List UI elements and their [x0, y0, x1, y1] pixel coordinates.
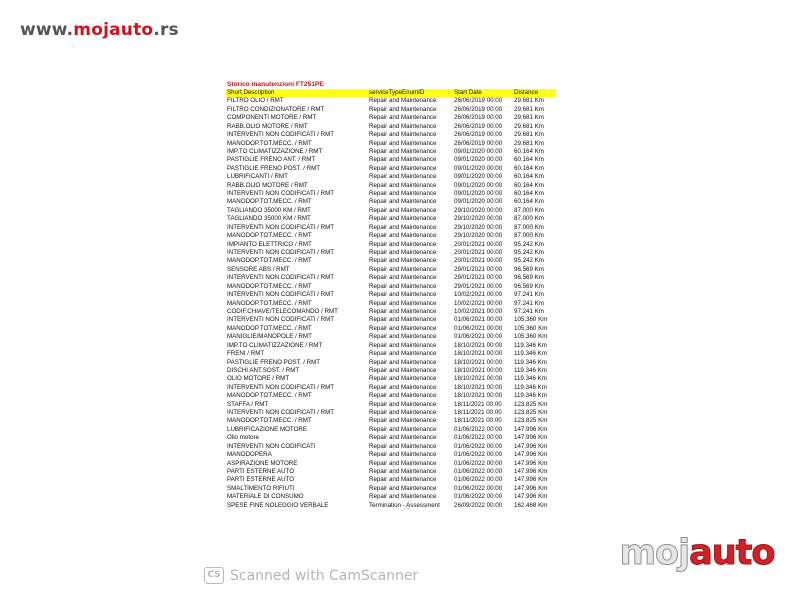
cell-short-description: LUBRIFICAZIONE MOTORE: [227, 425, 307, 433]
site-url-brand: mojauto: [73, 20, 154, 40]
cell-distance: 29.681 Km: [514, 114, 544, 122]
cell-distance: 147.996 Km: [514, 425, 548, 433]
cell-distance: 87.000 Km: [514, 223, 544, 231]
cell-short-description: MANODOP.TOT.MECC. / RMT: [227, 139, 312, 147]
cell-start-date: 26/09/2022 00:00: [454, 501, 503, 509]
camscanner-icon: CS: [204, 567, 224, 584]
cell-short-description: INTERVENTI NON CODIFICATI / RMT: [227, 190, 335, 198]
table-row: [226, 375, 556, 383]
cell-short-description: PASTIGLIE FRENO ANT. / RMT: [227, 156, 316, 164]
cell-short-description: MANODOP.TOT.MECC. / RMT: [227, 257, 312, 265]
cell-distance: 97.241 Km: [514, 291, 544, 299]
logo-part-moj: moj: [619, 533, 690, 573]
table-row: [226, 300, 556, 308]
cell-distance: 147.996 Km: [514, 459, 548, 467]
table-row: [226, 249, 556, 257]
cell-distance: 123.825 Km: [514, 417, 548, 425]
table-row: [226, 156, 556, 164]
cell-short-description: OLIO MOTORE / RMT: [227, 375, 290, 383]
cell-distance: 119.346 Km: [514, 358, 547, 366]
cell-service-type: Repair and Maintenance: [369, 400, 437, 408]
cell-start-date: 29/01/2021 00:00: [454, 274, 503, 282]
cell-short-description: RABB.OLIO MOTORE / RMT: [227, 122, 308, 130]
cell-service-type: Repair and Maintenance: [369, 131, 437, 139]
table-row: [226, 114, 556, 122]
cell-service-type: Repair and Maintenance: [369, 181, 437, 189]
cell-service-type: Repair and Maintenance: [369, 274, 437, 282]
cell-service-type: Repair and Maintenance: [369, 350, 437, 358]
cell-start-date: 20/01/2021 00:00: [454, 257, 503, 265]
cell-service-type: Repair and Maintenance: [369, 451, 437, 459]
table-row: [226, 493, 556, 501]
table-row: [226, 333, 556, 341]
cell-start-date: 01/06/2022 00:00: [454, 476, 503, 484]
cell-service-type: Repair and Maintenance: [369, 333, 437, 341]
cell-service-type: Repair and Maintenance: [369, 442, 437, 450]
cell-short-description: MANODOP.TOT.MECC. / RMT: [227, 417, 312, 425]
cell-short-description: FILTRO CONDIZIONATORE / RMT: [227, 105, 325, 113]
cell-distance: 147.996 Km: [514, 476, 548, 484]
table-row: [226, 434, 556, 442]
cell-service-type: Repair and Maintenance: [369, 190, 437, 198]
cell-short-description: INTERVENTI NON CODIFICATI / RMT: [227, 383, 335, 391]
cell-distance: 95.242 Km: [514, 249, 544, 257]
maintenance-table: [226, 89, 556, 510]
cell-start-date: 01/06/2022 00:00: [454, 459, 503, 467]
cell-distance: 29.681 Km: [514, 122, 544, 130]
cell-short-description: INTERVENTI NON CODIFICATI / RMT: [227, 249, 335, 257]
cell-start-date: 01/06/2021 00:00: [454, 333, 503, 341]
cell-distance: 60.164 Km: [514, 190, 544, 198]
cell-start-date: 18/10/2021 00:00: [454, 366, 503, 374]
cell-service-type: Repair and Maintenance: [369, 173, 437, 181]
cell-service-type: Repair and Maintenance: [369, 324, 437, 332]
cell-service-type: Repair and Maintenance: [369, 291, 437, 299]
table-row: [226, 140, 556, 148]
table-row: [226, 460, 556, 468]
table-row: [226, 502, 556, 510]
table-row: [226, 350, 556, 358]
table-row: [226, 190, 556, 198]
column-header-start-date: Start Date: [453, 89, 513, 97]
cell-distance: 147.996 Km: [514, 493, 548, 501]
table-row: [226, 384, 556, 392]
cell-start-date: 09/01/2020 00:00: [454, 164, 503, 172]
cell-service-type: Repair and Maintenance: [369, 147, 437, 155]
cell-service-type: Repair and Maintenance: [369, 249, 437, 257]
cell-distance: 96.569 Km: [514, 274, 544, 282]
camscanner-watermark: [204, 567, 418, 584]
cell-service-type: Repair and Maintenance: [369, 392, 437, 400]
cell-short-description: PASTIGLIE FRENO POST. / RMT: [227, 164, 321, 172]
table-row: [226, 123, 556, 131]
cell-distance: 95.242 Km: [514, 257, 544, 265]
table-row: [226, 359, 556, 367]
cell-service-type: Repair and Maintenance: [369, 257, 437, 265]
table-row: [226, 148, 556, 156]
cell-service-type: Repair and Maintenance: [369, 467, 437, 475]
cell-short-description: PASTIGLIE FRENO POST. / RMT: [227, 358, 321, 366]
table-row: [226, 106, 556, 114]
table-row: [226, 325, 556, 333]
cell-short-description: FILTRO OLIO / RMT: [227, 97, 284, 105]
cell-short-description: LUBRIFICANTI / RMT: [227, 173, 288, 181]
cell-service-type: Repair and Maintenance: [369, 299, 437, 307]
cell-distance: 60.164 Km: [514, 147, 544, 155]
cell-service-type: Repair and Maintenance: [369, 223, 437, 231]
cell-short-description: PARTI ESTERNE AUTO: [227, 467, 295, 475]
cell-start-date: 18/10/2021 00:00: [454, 375, 503, 383]
cell-distance: 96.569 Km: [514, 265, 544, 273]
cell-short-description: SENSORE ABS / RMT: [227, 265, 290, 273]
cell-service-type: Repair and Maintenance: [369, 105, 437, 113]
cell-start-date: 01/06/2022 00:00: [454, 425, 503, 433]
cell-service-type: Repair and Maintenance: [369, 240, 437, 248]
document-title: Storico manutenzioni FT251PE: [227, 81, 324, 88]
cell-start-date: 29/10/2020 00:00: [454, 223, 503, 231]
cell-distance: 95.242 Km: [514, 240, 544, 248]
cell-short-description: INTERVENTI NON CODIFICATI / RMT: [227, 409, 335, 417]
cell-distance: 29.681 Km: [514, 131, 544, 139]
cell-distance: 147.996 Km: [514, 467, 548, 475]
cell-start-date: 20/01/2021 00:00: [454, 249, 503, 257]
table-row: [226, 392, 556, 400]
table-row: [226, 266, 556, 274]
table-row: [226, 232, 556, 240]
cell-short-description: STAFFA / RMT: [227, 400, 269, 408]
cell-service-type: Termination - Assessment: [369, 501, 440, 509]
cell-distance: 29.681 Km: [514, 97, 544, 105]
table-row: [226, 308, 556, 316]
table-row: [226, 274, 556, 282]
cell-service-type: Repair and Maintenance: [369, 215, 437, 223]
site-url-watermark: [20, 20, 179, 40]
cell-distance: 97.241 Km: [514, 307, 544, 315]
cell-distance: 147.996 Km: [514, 451, 548, 459]
table-header-row: [226, 89, 556, 97]
cell-start-date: 20/01/2021 00:00: [454, 240, 503, 248]
cell-distance: 60.164 Km: [514, 173, 544, 181]
cell-distance: 60.164 Km: [514, 198, 544, 206]
cell-service-type: Repair and Maintenance: [369, 417, 437, 425]
cell-service-type: Repair and Maintenance: [369, 341, 437, 349]
site-url-suffix: .rs: [153, 20, 179, 40]
cell-start-date: 26/06/2019 00:00: [454, 97, 503, 105]
table-row: [226, 283, 556, 291]
cell-start-date: 01/06/2021 00:00: [454, 324, 503, 332]
table-row: [226, 207, 556, 215]
table-row: [226, 316, 556, 324]
cell-short-description: IMPIANTO ELETTRICO / RMT: [227, 240, 312, 248]
cell-distance: 29.681 Km: [514, 105, 544, 113]
table-row: [226, 165, 556, 173]
maintenance-document: [226, 80, 556, 510]
cell-start-date: 01/06/2022 00:00: [454, 484, 503, 492]
cell-service-type: Repair and Maintenance: [369, 484, 437, 492]
cell-service-type: Repair and Maintenance: [369, 459, 437, 467]
cell-service-type: Repair and Maintenance: [369, 316, 437, 324]
cell-start-date: 29/10/2020 00:00: [454, 215, 503, 223]
cell-short-description: MANIGLIE/MANOPOLE / RMT: [227, 333, 312, 341]
cell-service-type: Repair and Maintenance: [369, 425, 437, 433]
cell-start-date: 26/06/2019 00:00: [454, 139, 503, 147]
cell-service-type: Repair and Maintenance: [369, 114, 437, 122]
cell-start-date: 29/01/2021 00:00: [454, 282, 503, 290]
cell-start-date: 18/10/2021 00:00: [454, 350, 503, 358]
cell-short-description: SPESE FINE NOLEGGIO VERBALE: [227, 501, 329, 509]
cell-distance: 60.164 Km: [514, 156, 544, 164]
cell-start-date: 26/06/2019 00:00: [454, 122, 503, 130]
cell-service-type: Repair and Maintenance: [369, 156, 437, 164]
cell-distance: 105.360 Km: [514, 333, 548, 341]
cell-distance: 123.825 Km: [514, 409, 548, 417]
cell-distance: 60.164 Km: [514, 181, 544, 189]
column-header-distance: Distance: [513, 89, 556, 97]
cell-service-type: Repair and Maintenance: [369, 265, 437, 273]
cell-short-description: COMPONENTI MOTORE / RMT: [227, 114, 317, 122]
cell-short-description: RABB.OLIO MOTORE / RMT: [227, 181, 308, 189]
cell-short-description: INTERVENTI NON CODIFICATI / RMT: [227, 274, 335, 282]
table-row: [226, 198, 556, 206]
table-row: [226, 131, 556, 139]
cell-start-date: 26/06/2019 00:00: [454, 105, 503, 113]
cell-start-date: 09/01/2020 00:00: [454, 198, 503, 206]
cell-distance: 60.164 Km: [514, 164, 544, 172]
cell-service-type: Repair and Maintenance: [369, 375, 437, 383]
cell-short-description: IMP.TO CLIMATIZZAZIONE / RMT: [227, 341, 323, 349]
table-row: [226, 97, 556, 105]
cell-short-description: MANODOPERA: [227, 451, 272, 459]
table-row: [226, 468, 556, 476]
cell-start-date: 29/10/2020 00:00: [454, 232, 503, 240]
table-body: [226, 97, 556, 510]
cell-distance: 119.346 Km: [514, 392, 547, 400]
cell-short-description: FRENI / RMT: [227, 350, 265, 358]
cell-short-description: MANODOP.TOT.MECC. / RMT: [227, 324, 312, 332]
table-row: [226, 215, 556, 223]
cell-short-description: TAGLIANDO 35000 KM / RMT: [227, 215, 311, 223]
cell-service-type: Repair and Maintenance: [369, 476, 437, 484]
logo-part-auto: auto: [689, 533, 775, 573]
cell-short-description: INTERVENTI NON CODIFICATI / RMT: [227, 316, 335, 324]
table-row: [226, 342, 556, 350]
table-row: [226, 476, 556, 484]
table-row: [226, 291, 556, 299]
table-row: [226, 451, 556, 459]
cell-service-type: Repair and Maintenance: [369, 198, 437, 206]
cell-short-description: MATERIALE DI CONSUMO: [227, 493, 304, 501]
cell-short-description: MANODOP.TOT.MECC. / RMT: [227, 232, 312, 240]
cell-distance: 87.000 Km: [514, 206, 544, 214]
table-row: [226, 426, 556, 434]
cell-start-date: 09/01/2020 00:00: [454, 190, 503, 198]
cell-service-type: Repair and Maintenance: [369, 493, 437, 501]
cell-short-description: Olio motore: [227, 434, 259, 442]
cell-distance: 119.346 Km: [514, 366, 547, 374]
cell-service-type: Repair and Maintenance: [369, 97, 437, 105]
cell-start-date: 18/10/2021 00:00: [454, 383, 503, 391]
cell-distance: 29.681 Km: [514, 139, 544, 147]
cell-start-date: 10/02/2021 00:00: [454, 291, 503, 299]
cell-short-description: MANODOP.TOT.MECC. / RMT: [227, 198, 312, 206]
cell-service-type: Repair and Maintenance: [369, 434, 437, 442]
cell-short-description: SMALTIMENTO RIFIUTI: [227, 484, 295, 492]
cell-short-description: PARTI ESTERNE AUTO: [227, 476, 295, 484]
cell-service-type: Repair and Maintenance: [369, 206, 437, 214]
cell-service-type: Repair and Maintenance: [369, 307, 437, 315]
cell-start-date: 01/06/2022 00:00: [454, 451, 503, 459]
cell-service-type: Repair and Maintenance: [369, 232, 437, 240]
cell-start-date: 18/10/2021 00:00: [454, 358, 503, 366]
cell-distance: 147.996 Km: [514, 434, 548, 442]
cell-start-date: 01/06/2022 00:00: [454, 442, 503, 450]
cell-start-date: 29/01/2021 00:00: [454, 265, 503, 273]
cell-start-date: 09/01/2020 00:00: [454, 147, 503, 155]
cell-service-type: Repair and Maintenance: [369, 282, 437, 290]
cell-start-date: 18/10/2021 00:00: [454, 341, 503, 349]
cell-distance: 119.346 Km: [514, 383, 547, 391]
cell-distance: 87.000 Km: [514, 215, 544, 223]
cell-short-description: IMP.TO CLIMATIZZAZIONE / RMT: [227, 147, 323, 155]
cell-distance: 147.996 Km: [514, 484, 548, 492]
cell-start-date: 18/11/2021 00:00: [454, 400, 502, 408]
cell-distance: 147.996 Km: [514, 442, 548, 450]
table-row: [226, 224, 556, 232]
cell-distance: 96.569 Km: [514, 282, 544, 290]
cell-distance: 119.346 Km: [514, 375, 547, 383]
cell-short-description: INTERVENTI NON CODIFICATI / RMT: [227, 223, 335, 231]
cell-service-type: Repair and Maintenance: [369, 164, 437, 172]
cell-distance: 119.346 Km: [514, 341, 547, 349]
cell-short-description: MANODOP.TOT.MECC. / RMT: [227, 392, 312, 400]
cell-start-date: 26/06/2019 00:00: [454, 131, 503, 139]
cell-short-description: TAGLIANDO 35000 KM / RMT: [227, 206, 311, 214]
cell-service-type: Repair and Maintenance: [369, 358, 437, 366]
mojauto-logo: [614, 531, 780, 575]
cell-start-date: 01/06/2022 00:00: [454, 493, 503, 501]
cell-start-date: 18/11/2021 00:00: [454, 409, 502, 417]
camscanner-text: Scanned with CamScanner: [230, 567, 419, 584]
table-row: [226, 417, 556, 425]
cell-distance: 162.468 Km: [514, 501, 548, 509]
cell-start-date: 01/06/2021 00:00: [454, 316, 503, 324]
cell-start-date: 10/02/2021 00:00: [454, 299, 503, 307]
cell-short-description: INTERVENTI NON CODIFICATI / RMT: [227, 291, 335, 299]
cell-distance: 119.346 Km: [514, 350, 547, 358]
cell-short-description: CODIF.CHIAVE/TELECOMANDO / RMT: [227, 307, 338, 315]
cell-distance: 97.241 Km: [514, 299, 544, 307]
table-row: [226, 443, 556, 451]
cell-distance: 87.000 Km: [514, 232, 544, 240]
cell-distance: 105.360 Km: [514, 316, 548, 324]
cell-service-type: Repair and Maintenance: [369, 383, 437, 391]
cell-distance: 123.825 Km: [514, 400, 548, 408]
table-row: [226, 182, 556, 190]
cell-start-date: 26/06/2019 00:00: [454, 114, 503, 122]
table-row: [226, 401, 556, 409]
cell-short-description: INTERVENTI NON CODIFICATI / RMT: [227, 131, 335, 139]
table-row: [226, 257, 556, 265]
cell-start-date: 09/01/2020 00:00: [454, 173, 503, 181]
cell-short-description: DISCHI ANT.SOST. / RMT: [227, 366, 300, 374]
cell-start-date: 18/10/2021 00:00: [454, 392, 503, 400]
cell-service-type: Repair and Maintenance: [369, 409, 437, 417]
cell-service-type: Repair and Maintenance: [369, 139, 437, 147]
cell-distance: 105.360 Km: [514, 324, 548, 332]
cell-start-date: 01/06/2022 00:00: [454, 434, 503, 442]
table-row: [226, 241, 556, 249]
cell-start-date: 01/06/2022 00:00: [454, 467, 503, 475]
cell-short-description: MANODOP.TOT.MECC. / RMT: [227, 299, 312, 307]
site-url-prefix: www.: [20, 20, 74, 40]
cell-start-date: 09/01/2020 00:00: [454, 181, 503, 189]
cell-start-date: 09/01/2020 00:00: [454, 156, 503, 164]
cell-start-date: 18/11/2021 00:00: [454, 417, 502, 425]
table-row: [226, 367, 556, 375]
cell-short-description: MANODOP.TOT.MECC. / RMT: [227, 282, 312, 290]
table-row: [226, 485, 556, 493]
table-row: [226, 409, 556, 417]
column-header-service-type: serviceTypeEnumID: [368, 89, 453, 97]
cell-service-type: Repair and Maintenance: [369, 366, 437, 374]
cell-start-date: 10/02/2021 00:00: [454, 307, 503, 315]
cell-short-description: ASPIRAZIONE MOTORE: [227, 459, 298, 467]
table-row: [226, 173, 556, 181]
column-header-short-description: Short Description: [226, 89, 368, 97]
cell-service-type: Repair and Maintenance: [369, 122, 437, 130]
cell-short-description: INTERVENTI NON CODIFICATI: [227, 442, 316, 450]
cell-start-date: 29/10/2020 00:00: [454, 206, 503, 214]
